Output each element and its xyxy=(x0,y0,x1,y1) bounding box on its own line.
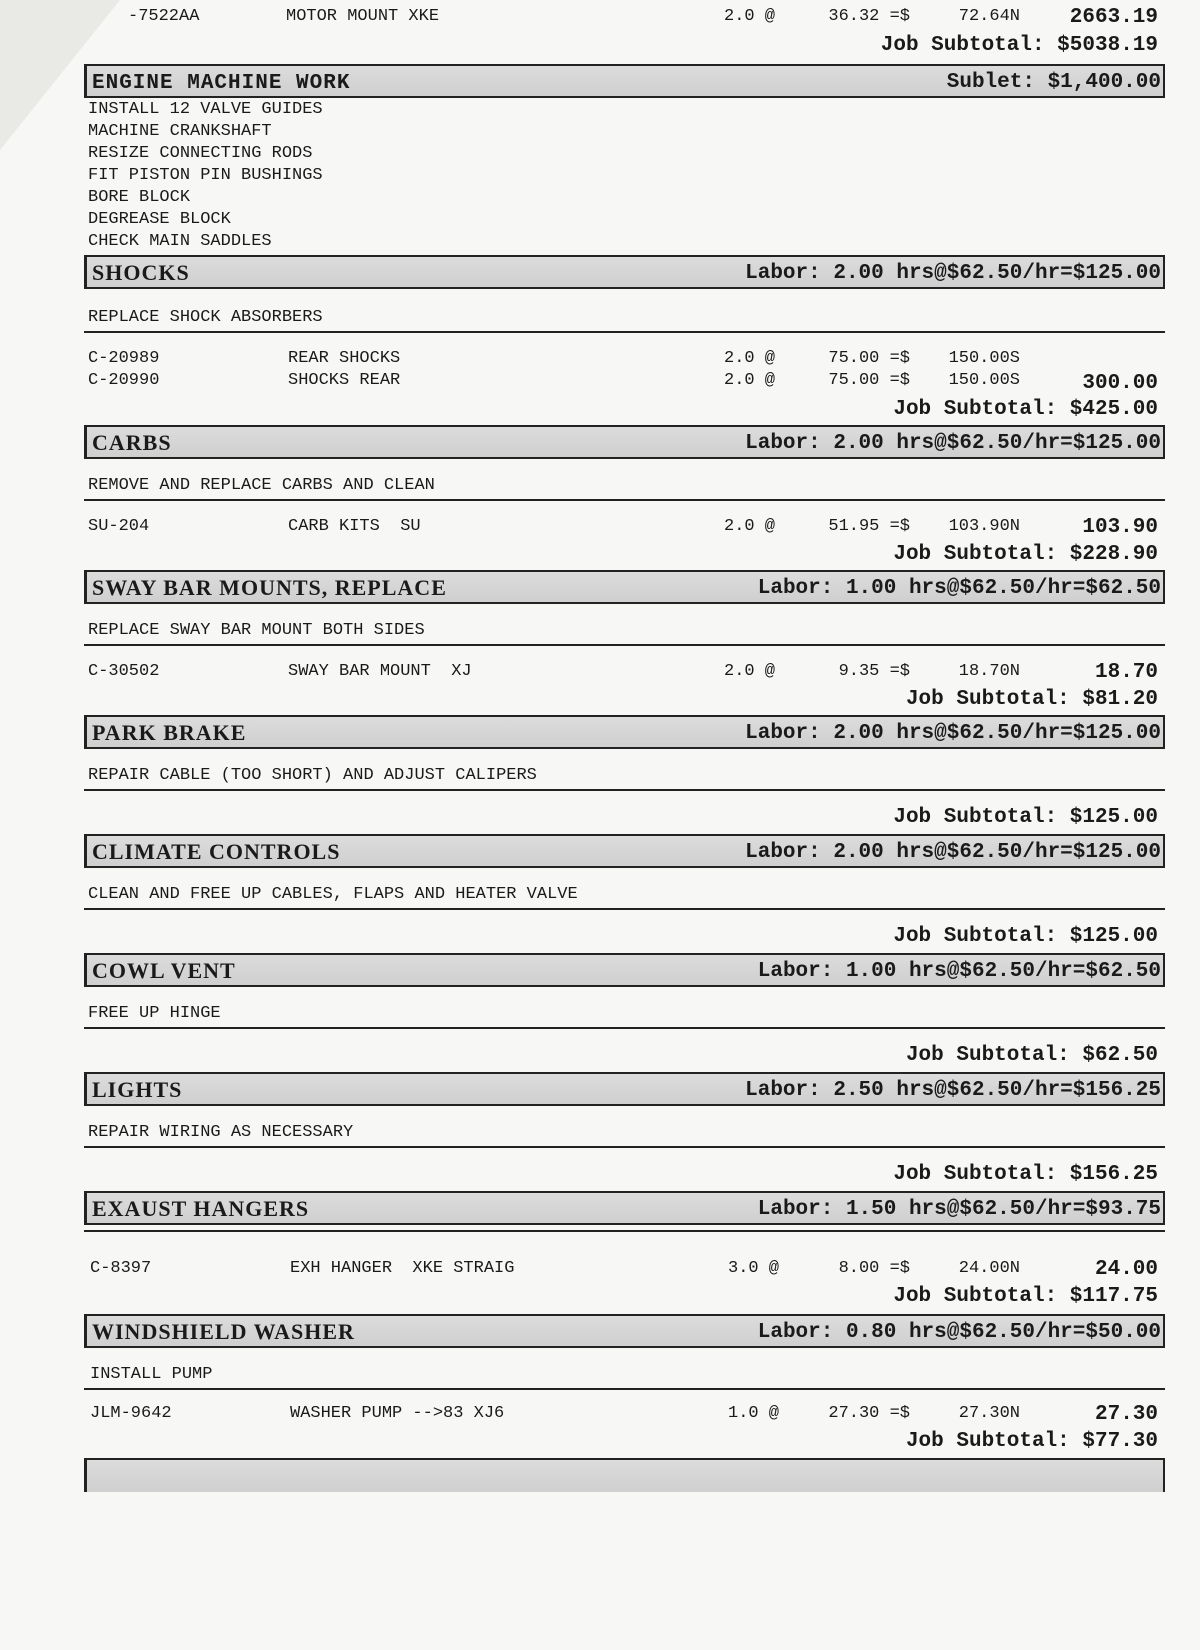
divider xyxy=(84,1230,1165,1232)
part-unit-price: 51.95 =$ xyxy=(828,517,910,536)
job-title: SHOCKS xyxy=(92,260,190,285)
part-number: C-20990 xyxy=(88,371,160,390)
part-number: C-20989 xyxy=(88,349,160,368)
part-description: SWAY BAR MOUNT XJ xyxy=(288,662,472,681)
part-description: REAR SHOCKS xyxy=(288,349,401,368)
part-extended: 27.30N xyxy=(958,1404,1020,1423)
part-extended: 18.70N xyxy=(958,662,1020,681)
job-header xyxy=(84,570,1165,604)
part-qty: 2.0 @ xyxy=(724,517,776,536)
line-total: 18.70 xyxy=(1094,661,1158,684)
job-labor: Labor: 1.50 hrs@$62.50/hr=$93.75 xyxy=(757,1198,1161,1221)
job-labor: Labor: 2.00 hrs@$62.50/hr=$125.00 xyxy=(745,262,1161,285)
job-subtotal: Job Subtotal: $117.75 xyxy=(893,1285,1158,1308)
job-labor: Labor: 2.00 hrs@$62.50/hr=$125.00 xyxy=(745,841,1161,864)
job-description: REPLACE SHOCK ABSORBERS xyxy=(88,308,323,327)
line-total: 300.00 xyxy=(1082,372,1158,395)
job-labor: Labor: 0.80 hrs@$62.50/hr=$50.00 xyxy=(757,1321,1161,1344)
part-qty: 2.0 @ xyxy=(724,662,776,681)
job-title: COWL VENT xyxy=(92,958,236,983)
job-title: WINDSHIELD WASHER xyxy=(92,1319,355,1344)
job-title: EXAUST HANGERS xyxy=(92,1196,310,1221)
job-subtotal: Job Subtotal: $125.00 xyxy=(893,925,1158,948)
line-total: 2663.19 xyxy=(1069,6,1158,29)
part-number: C-8397 xyxy=(90,1259,152,1278)
divider xyxy=(84,1388,1165,1390)
part-description: EXH HANGER XKE STRAIG xyxy=(290,1259,515,1278)
job-title: CLIMATE CONTROLS xyxy=(92,839,341,864)
part-description: CARB KITS SU xyxy=(288,517,421,536)
part-extended: 150.00S xyxy=(948,349,1020,368)
job-note: BORE BLOCK xyxy=(88,188,191,207)
part-qty: 2.0 @ xyxy=(724,7,776,26)
job-header xyxy=(84,1191,1165,1225)
divider xyxy=(84,1027,1165,1029)
job-header xyxy=(84,953,1165,987)
job-header xyxy=(84,64,1165,98)
job-note: MACHINE CRANKSHAFT xyxy=(88,122,272,141)
job-note: FIT PISTON PIN BUSHINGS xyxy=(88,166,323,185)
part-extended: 103.90N xyxy=(948,517,1020,536)
part-qty: 1.0 @ xyxy=(728,1404,780,1423)
job-labor: Sublet: $1,400.00 xyxy=(946,71,1161,94)
job-note: RESIZE CONNECTING RODS xyxy=(88,144,313,163)
divider xyxy=(84,499,1165,501)
job-header xyxy=(84,834,1165,868)
job-subtotal: Job Subtotal: $5038.19 xyxy=(880,34,1158,57)
job-title: PARK BRAKE xyxy=(92,720,247,745)
job-subtotal: Job Subtotal: $77.30 xyxy=(905,1430,1158,1453)
job-title: ENGINE MACHINE WORK xyxy=(92,72,351,95)
part-extended: 24.00N xyxy=(958,1259,1020,1278)
part-description: WASHER PUMP -->83 XJ6 xyxy=(290,1404,505,1423)
part-unit-price: 75.00 =$ xyxy=(828,371,910,390)
divider xyxy=(84,331,1165,333)
job-labor: Labor: 2.00 hrs@$62.50/hr=$125.00 xyxy=(745,722,1161,745)
divider xyxy=(84,789,1165,791)
part-unit-price: 75.00 =$ xyxy=(828,349,910,368)
job-note: CHECK MAIN SADDLES xyxy=(88,232,272,251)
part-description: MOTOR MOUNT XKE xyxy=(286,7,440,26)
part-unit-price: 36.32 =$ xyxy=(828,7,910,26)
part-number: JLM-9642 xyxy=(90,1404,172,1423)
job-labor: Labor: 2.00 hrs@$62.50/hr=$125.00 xyxy=(745,432,1161,455)
job-subtotal: Job Subtotal: $125.00 xyxy=(893,806,1158,829)
job-note: DEGREASE BLOCK xyxy=(88,210,231,229)
part-qty: 2.0 @ xyxy=(724,371,776,390)
job-header xyxy=(84,1072,1165,1106)
line-total: 27.30 xyxy=(1094,1403,1158,1426)
job-subtotal: Job Subtotal: $425.00 xyxy=(893,398,1158,421)
part-extended: 72.64N xyxy=(958,7,1020,26)
part-unit-price: 9.35 =$ xyxy=(838,662,910,681)
job-description: INSTALL PUMP xyxy=(90,1365,213,1384)
part-unit-price: 27.30 =$ xyxy=(828,1404,910,1423)
divider xyxy=(84,1146,1165,1148)
part-qty: 3.0 @ xyxy=(728,1259,780,1278)
part-extended: 150.00S xyxy=(948,371,1020,390)
part-number: -7522AA xyxy=(128,7,200,26)
job-description: REPAIR CABLE (TOO SHORT) AND ADJUST CALIPERS xyxy=(88,766,537,785)
job-description: FREE UP HINGE xyxy=(88,1004,221,1023)
job-description: REPAIR WIRING AS NECESSARY xyxy=(88,1123,354,1142)
job-header-cutoff xyxy=(84,1458,1165,1492)
line-total: 24.00 xyxy=(1094,1258,1158,1281)
job-labor: Labor: 1.00 hrs@$62.50/hr=$62.50 xyxy=(757,960,1161,983)
job-subtotal: Job Subtotal: $156.25 xyxy=(893,1163,1158,1186)
job-subtotal: Job Subtotal: $81.20 xyxy=(905,688,1158,711)
divider xyxy=(84,644,1165,646)
job-title: LIGHTS xyxy=(92,1077,183,1102)
job-header xyxy=(84,715,1165,749)
divider xyxy=(84,908,1165,910)
part-number: C-30502 xyxy=(88,662,160,681)
job-header xyxy=(84,425,1165,459)
job-description: CLEAN AND FREE UP CABLES, FLAPS AND HEATER VALVE xyxy=(88,885,578,904)
job-labor: Labor: 1.00 hrs@$62.50/hr=$62.50 xyxy=(757,577,1161,600)
job-note: INSTALL 12 VALVE GUIDES xyxy=(88,100,323,119)
job-description: REMOVE AND REPLACE CARBS AND CLEAN xyxy=(88,476,435,495)
job-description: REPLACE SWAY BAR MOUNT BOTH SIDES xyxy=(88,621,425,640)
part-number: SU-204 xyxy=(88,517,150,536)
part-qty: 2.0 @ xyxy=(724,349,776,368)
line-total: 103.90 xyxy=(1082,516,1158,539)
part-description: SHOCKS REAR xyxy=(288,371,401,390)
job-title: CARBS xyxy=(92,430,172,455)
job-header xyxy=(84,1314,1165,1348)
part-unit-price: 8.00 =$ xyxy=(838,1259,910,1278)
job-header xyxy=(84,255,1165,289)
job-title: SWAY BAR MOUNTS, REPLACE xyxy=(92,575,447,600)
job-labor: Labor: 2.50 hrs@$62.50/hr=$156.25 xyxy=(745,1079,1161,1102)
job-subtotal: Job Subtotal: $62.50 xyxy=(905,1044,1158,1067)
job-subtotal: Job Subtotal: $228.90 xyxy=(893,543,1158,566)
